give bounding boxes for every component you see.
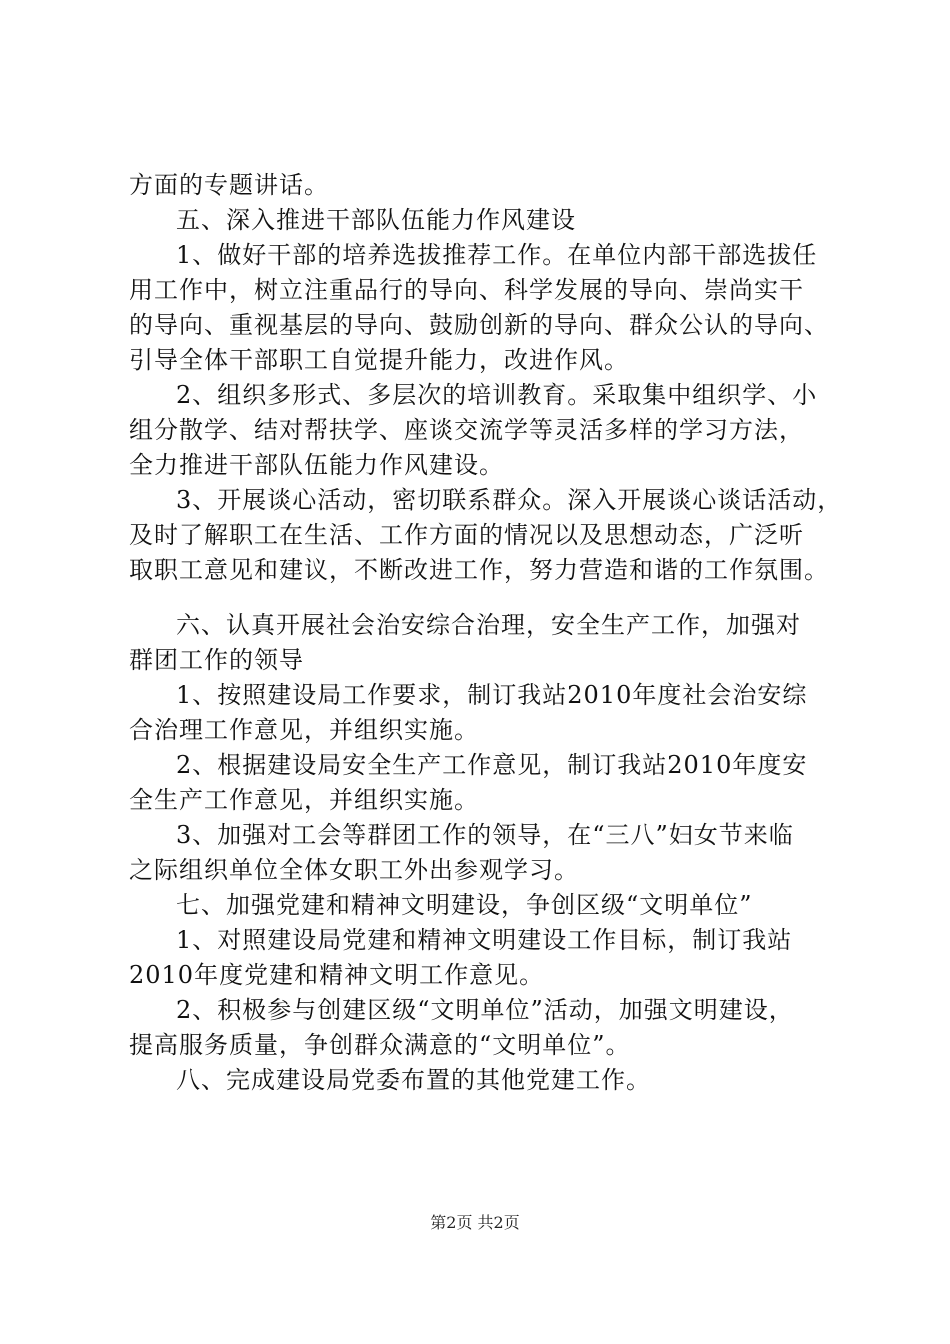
section-heading-6: 六、认真开展社会治安综合治理，安全生产工作，加强对 (176, 611, 801, 639)
section-heading-5: 五、深入推进干部队伍能力作风建设 (176, 206, 576, 234)
paragraph-line-3: 1、做好干部的培养选拔推荐工作。在单位内部干部选拔任 (176, 241, 818, 269)
paragraph-line-22: 1、对照建设局党建和精神文明建设工作目标，制订我站 (176, 926, 793, 954)
paragraph-line-9: 全力推进干部队伍能力作风建设。 (129, 451, 504, 479)
section-heading-7: 七、加强党建和精神文明建设，争创区级“文明单位” (176, 891, 753, 919)
paragraph-line-8: 组分散学、结对帮扶学、座谈交流学等灵活多样的学习方法， (129, 416, 804, 444)
paragraph-line-25: 提高服务质量，争创群众满意的“文明单位”。 (129, 1031, 631, 1059)
paragraph-line-14: 群团工作的领导 (129, 646, 304, 674)
paragraph-line-4: 用工作中，树立注重品行的导向、科学发展的导向、崇尚实干 (129, 276, 804, 304)
paragraph-line-19: 3、加强对工会等群团工作的领导，在“三八”妇女节来临 (176, 821, 794, 849)
paragraph-line-12: 取职工意见和建议，不断改进工作，努力营造和谐的工作氛围。 (129, 556, 829, 584)
paragraph-line-23: 2010年度党建和精神文明工作意见。 (129, 961, 545, 989)
paragraph-line-24: 2、积极参与创建区级“文明单位”活动，加强文明建设， (176, 996, 794, 1024)
paragraph-line-20: 之际组织单位全体女职工外出参观学习。 (129, 856, 579, 884)
paragraph-line-15: 1、按照建设局工作要求，制订我站2010年度社会治安综 (176, 681, 808, 709)
section-heading-8: 八、完成建设局党委布置的其他党建工作。 (176, 1066, 651, 1094)
paragraph-line-1: 方面的专题讲话。 (129, 171, 329, 199)
paragraph-line-16: 合治理工作意见，并组织实施。 (129, 716, 479, 744)
paragraph-line-11: 及时了解职工在生活、工作方面的情况以及思想动态，广泛听 (129, 521, 804, 549)
paragraph-line-6: 引导全体干部职工自觉提升能力，改进作风。 (129, 346, 629, 374)
paragraph-line-17: 2、根据建设局安全生产工作意见，制订我站2010年度安 (176, 751, 808, 779)
paragraph-line-10: 3、开展谈心活动，密切联系群众。深入开展谈心谈话活动， (176, 486, 843, 514)
paragraph-line-5: 的导向、重视基层的导向、鼓励创新的导向、群众公认的导向、 (129, 311, 829, 339)
paragraph-line-18: 全生产工作意见，并组织实施。 (129, 786, 479, 814)
paragraph-line-7: 2、组织多形式、多层次的培训教育。采取集中组织学、小 (176, 381, 818, 409)
page-footer: 第2页 共2页 (430, 1213, 520, 1232)
